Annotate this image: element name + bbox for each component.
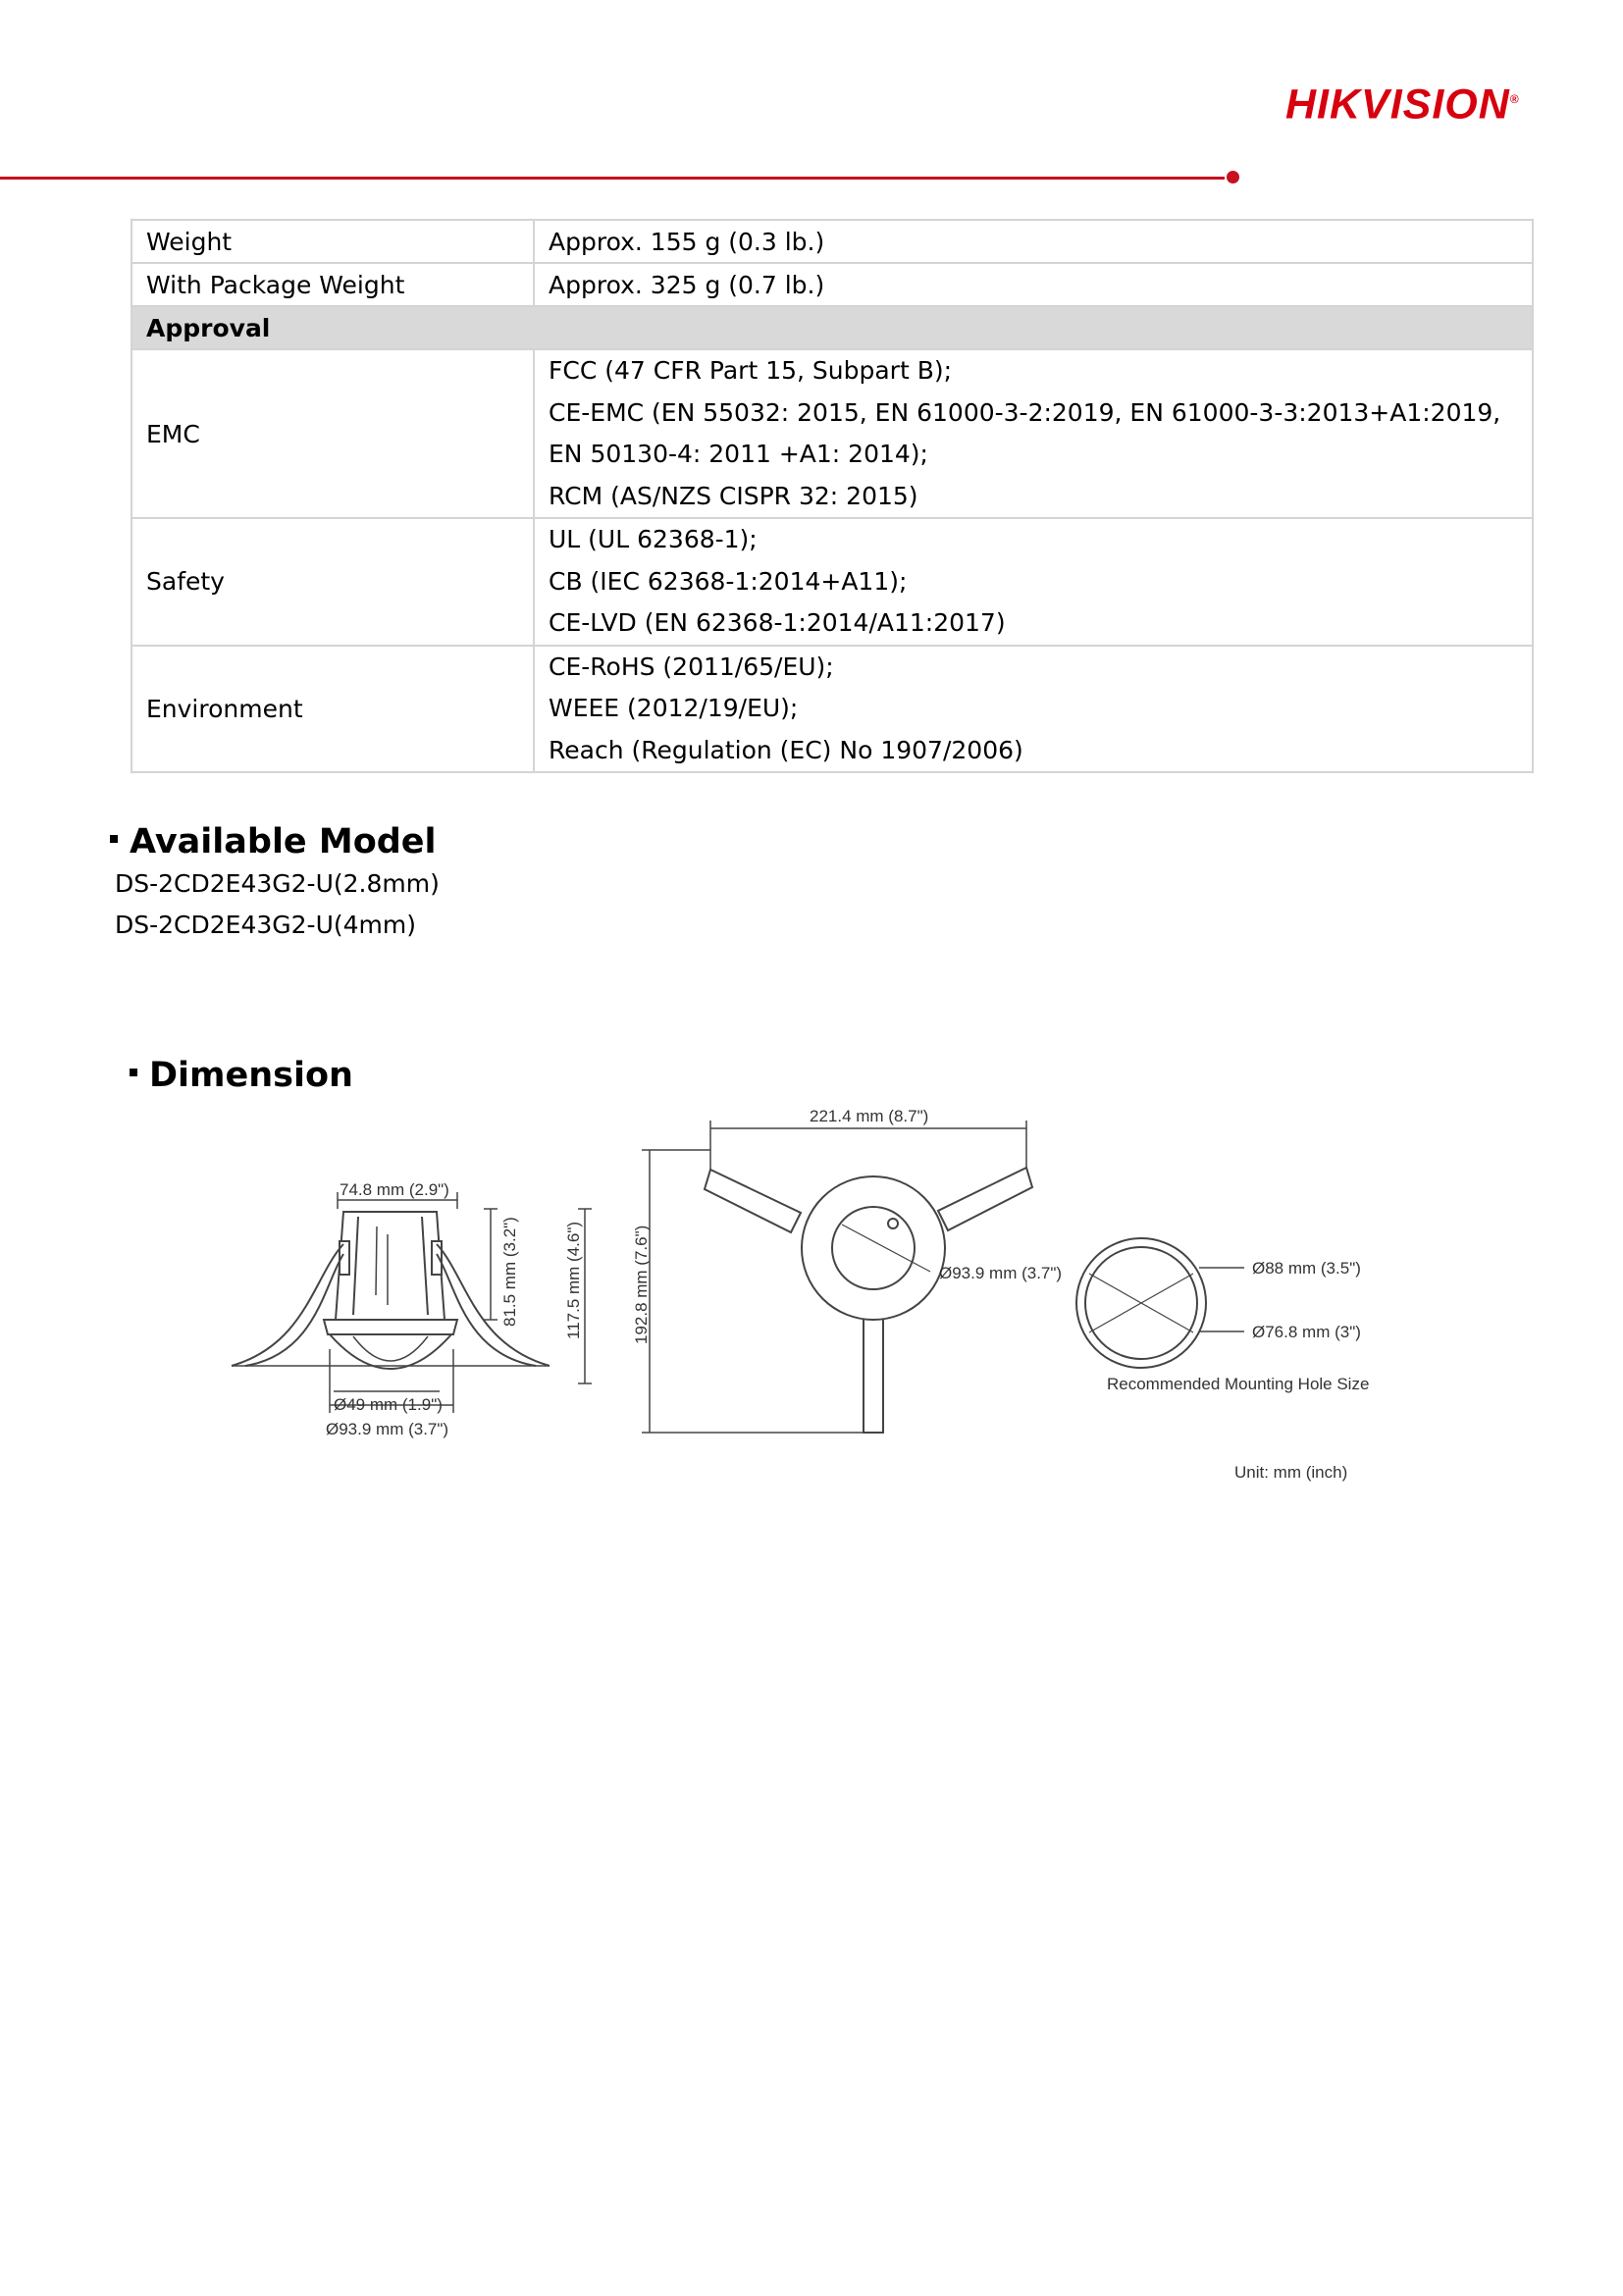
model-item: DS-2CD2E43G2-U(2.8mm)	[115, 869, 440, 898]
hole-outer-label: Ø88 mm (3.5")	[1252, 1259, 1361, 1278]
side-base-diameter-label: Ø93.9 mm (3.7")	[326, 1420, 449, 1438]
side-lens-diameter-label: Ø49 mm (1.9")	[334, 1395, 443, 1414]
emc-line: FCC (47 CFR Part 15, Subpart B);	[549, 356, 953, 385]
unit-label: Unit: mm (inch)	[1234, 1463, 1348, 1482]
model-item: DS-2CD2E43G2-U(4mm)	[115, 911, 416, 939]
weight-value: Approx. 155 g (0.3 lb.)	[534, 220, 1533, 263]
side-total-height-label: 117.5 mm (4.6")	[564, 1221, 583, 1339]
emc-line: CE-EMC (EN 55032: 2015, EN 61000-3-2:2019, EN 61000-3-3:2013+A1:2019, EN 50130-4: 2011 +A1: 2014);	[549, 397, 1501, 468]
hole-inner-label: Ø76.8 mm (3")	[1252, 1323, 1361, 1341]
hole-caption: Recommended Mounting Hole Size	[1107, 1375, 1370, 1393]
dimension-title: Dimension	[149, 1056, 353, 1095]
environment-line: CE-RoHS (2011/65/EU);	[549, 652, 834, 681]
emc-label: EMC	[131, 349, 534, 518]
package-weight-value: Approx. 325 g (0.7 lb.)	[534, 263, 1533, 306]
top-span-width-label: 221.4 mm (8.7")	[810, 1107, 929, 1125]
top-view-camera	[705, 1168, 1032, 1433]
weight-label: Weight	[131, 220, 534, 263]
mounting-hole-diagram	[1076, 1238, 1244, 1368]
available-model-title: Available Model	[130, 822, 437, 861]
side-top-width-label: 74.8 mm (2.9")	[340, 1180, 449, 1199]
top-ring-diameter-label: Ø93.9 mm (3.7")	[939, 1264, 1063, 1282]
brand-name: HIKVISION	[1285, 80, 1510, 129]
package-weight-label: With Package Weight	[131, 263, 534, 306]
side-body-height-label: 81.5 mm (3.2")	[500, 1217, 519, 1327]
environment-line: WEEE (2012/19/EU);	[549, 694, 799, 722]
safety-line: UL (UL 62368-1);	[549, 525, 758, 553]
environment-label: Environment	[131, 646, 534, 773]
approval-heading: Approval	[131, 306, 1533, 349]
emc-line: RCM (AS/NZS CISPR 32: 2015)	[549, 481, 918, 510]
top-span-height-label: 192.8 mm (7.6")	[632, 1225, 651, 1344]
environment-line: Reach (Regulation (EC) No 1907/2006)	[549, 735, 1023, 764]
safety-label: Safety	[131, 518, 534, 646]
safety-line: CB (IEC 62368-1:2014+A11);	[549, 566, 908, 596]
safety-line: CE-LVD (EN 62368-1:2014/A11:2017)	[549, 608, 1006, 637]
registered-mark: ®	[1509, 92, 1520, 106]
